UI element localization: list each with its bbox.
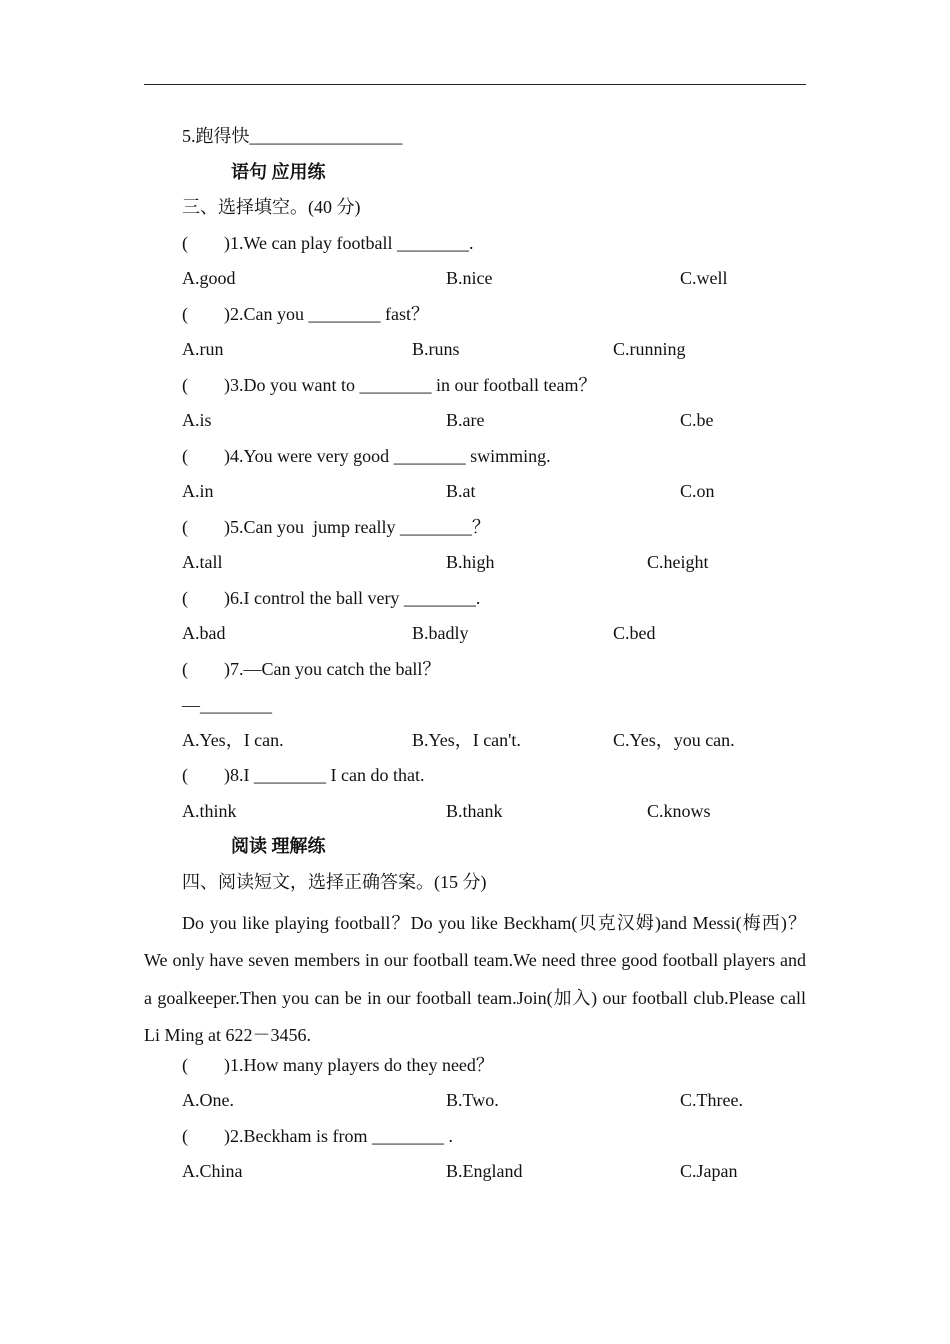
option-b: B.thank (446, 801, 503, 821)
option-c: C.Yes，you can. (613, 730, 735, 750)
option-b: B.runs (412, 339, 460, 359)
section4-heading: 四、阅读短文，选择正确答案。(15 分) (182, 872, 487, 892)
question-stem: ( )2.Beckham is from ________ . (182, 1126, 453, 1146)
section-title-sentence-practice: 语句 应用练 (231, 162, 326, 182)
option-b: B.nice (446, 268, 493, 288)
question-stem: ( )5.Can you jump really ________？ (182, 517, 490, 537)
option-b: B.England (446, 1161, 523, 1181)
part2-item-5: 5.跑得快_________________ (182, 126, 403, 146)
question-stem: ( )8.I ________ I can do that. (182, 765, 425, 785)
option-c: C.be (680, 410, 714, 430)
option-c: C.on (680, 481, 715, 501)
option-a: A.is (182, 410, 212, 430)
question-stem: ( )6.I control the ball very ________. (182, 588, 481, 608)
section-title-reading-practice: 阅读 理解练 (231, 836, 326, 856)
option-a: A.China (182, 1161, 243, 1181)
option-a: A.Yes，I can. (182, 730, 284, 750)
question-stem: ( )7.—Can you catch the ball？ (182, 659, 441, 679)
option-c: C.Japan (680, 1161, 738, 1181)
option-b: B.Yes，I can't. (412, 730, 521, 750)
option-a: A.run (182, 339, 224, 359)
option-c: C.well (680, 268, 728, 288)
option-b: B.are (446, 410, 485, 430)
option-a: A.bad (182, 623, 226, 643)
question-stem: ( )1.We can play football ________. (182, 233, 474, 253)
option-c: C.knows (647, 801, 711, 821)
answer-line: —________ (182, 695, 272, 715)
question-stem: ( )4.You were very good ________ swimming. (182, 446, 551, 466)
option-b: B.at (446, 481, 476, 501)
option-a: A.tall (182, 552, 223, 572)
section3-heading: 三、选择填空。(40 分) (182, 197, 361, 217)
option-c: C.running (613, 339, 686, 359)
option-b: B.high (446, 552, 495, 572)
option-a: A.good (182, 268, 236, 288)
option-b: B.badly (412, 623, 469, 643)
question-stem: ( )1.How many players do they need？ (182, 1055, 494, 1075)
option-a: A.think (182, 801, 237, 821)
option-b: B.Two. (446, 1090, 499, 1110)
header-rule (144, 84, 806, 85)
reading-passage: Do you like playing football？Do you like Beckham(贝克汉姆)and Messi(梅西)？We only have seven members in our football team.We need three good football players and a goalkeeper.Then you can be in our football team.Join(加入) our football club.Please call Li Ming at 622－3456. (144, 913, 806, 1045)
question-stem: ( )3.Do you want to ________ in our football team？ (182, 375, 597, 395)
option-c: C.Three. (680, 1090, 743, 1110)
option-c: C.bed (613, 623, 656, 643)
question-stem: ( )2.Can you ________ fast？ (182, 304, 429, 324)
option-a: A.One. (182, 1090, 234, 1110)
option-c: C.height (647, 552, 709, 572)
option-a: A.in (182, 481, 214, 501)
